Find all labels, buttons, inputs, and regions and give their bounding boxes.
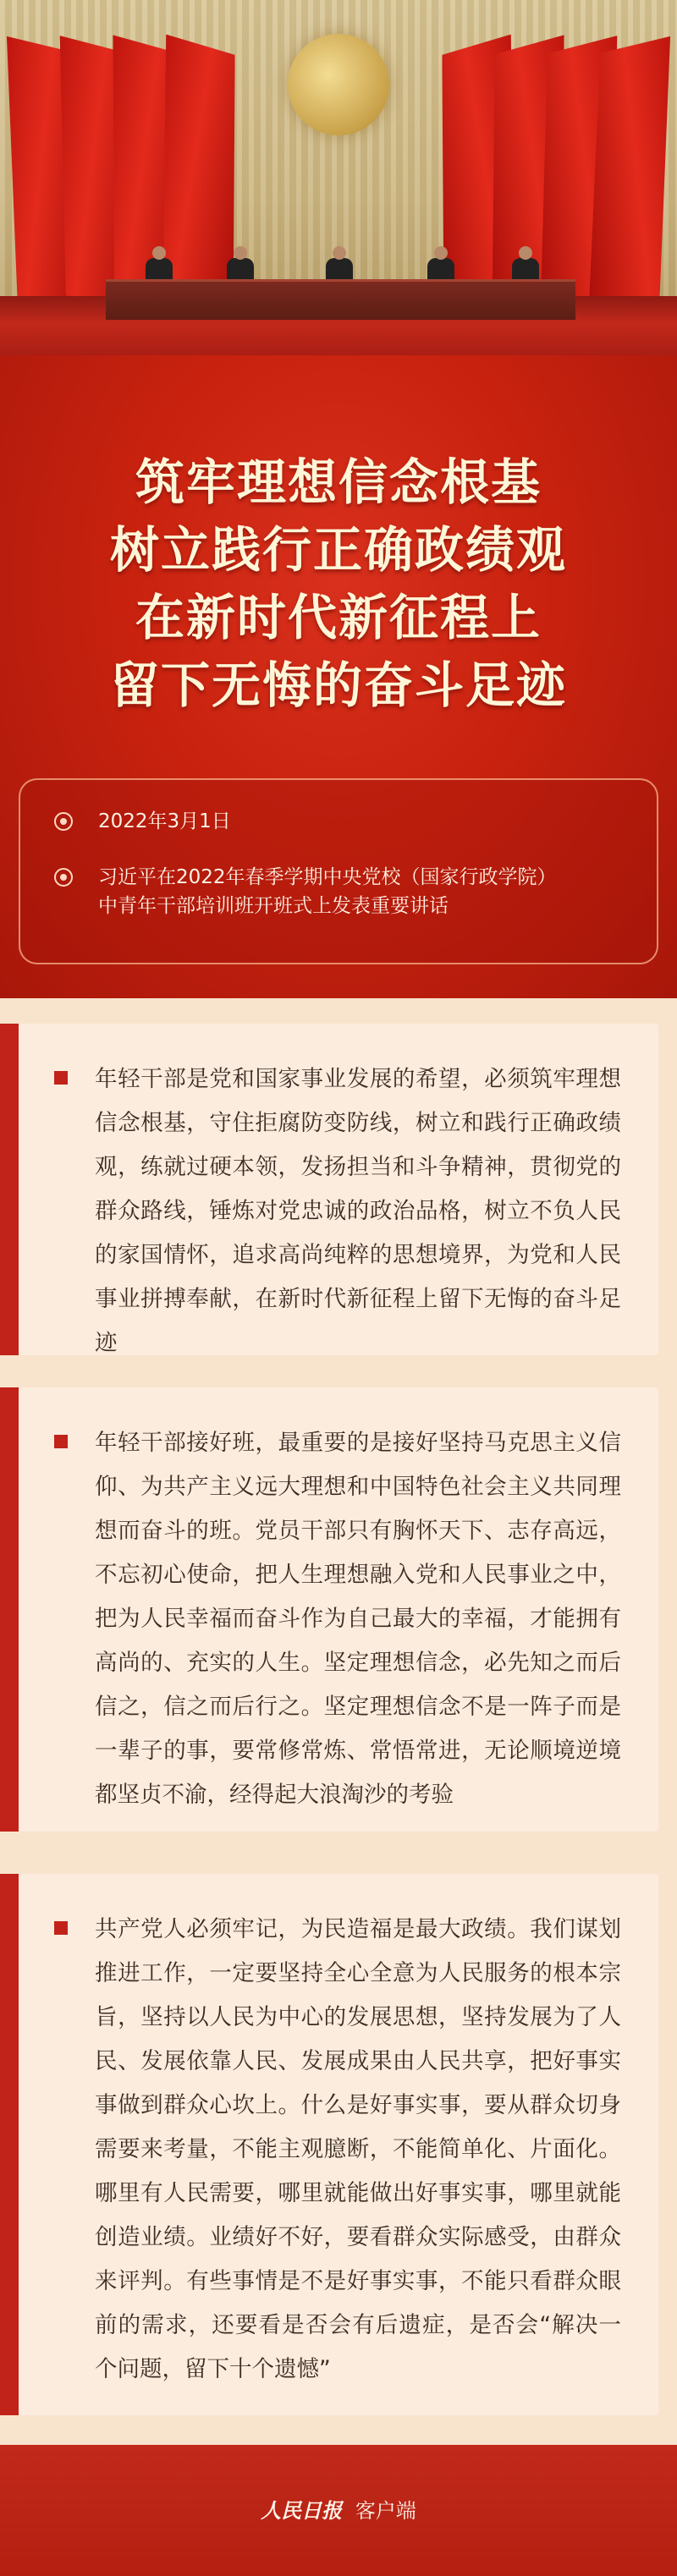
quote-card-2 — [19, 1387, 658, 1832]
title-line: 在新时代新征程上 — [135, 589, 542, 646]
event-line: 中青年干部培训班开班式上发表重要讲话 — [98, 895, 449, 917]
people-daily-logo: 人民日报 — [261, 2498, 343, 2523]
quote-text: 年轻干部接好班，最重要的是接好坚持马克思主义信仰、为共产主义远大理想和中国特色社会主义共同理想而奋斗的班。党员干部只有胸怀天下、志存高远，不忘初心使命，把人生理想融入党和人民事业之中，把为人民幸福而奋斗作为自己最大的幸福，才能拥有高尚的、充实的人生。坚定理想信念，必先知之而后信之，信之而后行之。坚定理想信念不是一阵子而是一辈子的事，要常修常炼、常悟常进，无论顺境逆境都坚贞不渝，经得起大浪淘沙的考验 — [95, 1430, 621, 1808]
event-date: 2022年3月1日 — [98, 810, 231, 832]
title-banner — [0, 355, 677, 998]
square-bullet-icon — [54, 1921, 68, 1935]
page-title — [0, 448, 677, 719]
title-line: 筑牢理想信念根基 — [135, 453, 542, 511]
footer-brand — [0, 2494, 677, 2524]
circle-bullet-icon — [54, 868, 73, 887]
quote-text: 年轻干部是党和国家事业发展的希望，必须筑牢理想信念根基，守住拒腐防变防线，树立和践行正确政绩观，练就过硬本领，发扬担当和斗争精神，贯彻党的群众路线，锤炼对党忠诚的政治品格，树立不负人民的家国情怀，追求高尚纯粹的思想境界，为党和人民事业拼搏奉献，在新时代新征程上留下无悔的奋斗足迹 — [95, 1066, 621, 1356]
square-bullet-icon — [54, 1435, 68, 1448]
circle-bullet-icon — [54, 812, 73, 831]
quote-card-1 — [19, 1024, 658, 1355]
title-line: 留下无悔的奋斗足迹 — [109, 656, 567, 714]
event-info-box — [19, 778, 658, 964]
event-row — [54, 863, 557, 920]
event-description — [98, 863, 557, 920]
quote-card-3 — [19, 1874, 658, 2415]
event-line: 习近平在2022年春季学期中央党校（国家行政学院） — [98, 866, 557, 888]
quote-text: 共产党人必须牢记，为民造福是最大政绩。我们谋划推进工作，一定要坚持全心全意为人民服务的根本宗旨，坚持以人民为中心的发展思想，坚持发展为了人民、发展依靠人民、发展成果由人民共享，把好事实事做到群众心坎上。什么是好事实事，要从群众切身需要来考量，不能主观臆断，不能简单化、片面化。哪里有人民需要，哪里就能做出好事实事，哪里就能创造业绩。业绩好不好，要看群众实际感受，由群众来评判。有些事情是不是好事实事，不能只看群众眼前的需求，还要看是否会有后遗症，是否会“解决一个问题，留下十个遗憾” — [95, 1916, 621, 2382]
date-row — [54, 807, 231, 836]
party-emblem-icon — [288, 34, 389, 135]
square-bullet-icon — [54, 1071, 68, 1085]
title-line: 树立践行正确政绩观 — [109, 521, 567, 579]
footer — [0, 2445, 677, 2576]
hero-photo — [0, 0, 677, 355]
podium-desk — [106, 279, 575, 320]
footer-label: 客户端 — [355, 2499, 416, 2523]
